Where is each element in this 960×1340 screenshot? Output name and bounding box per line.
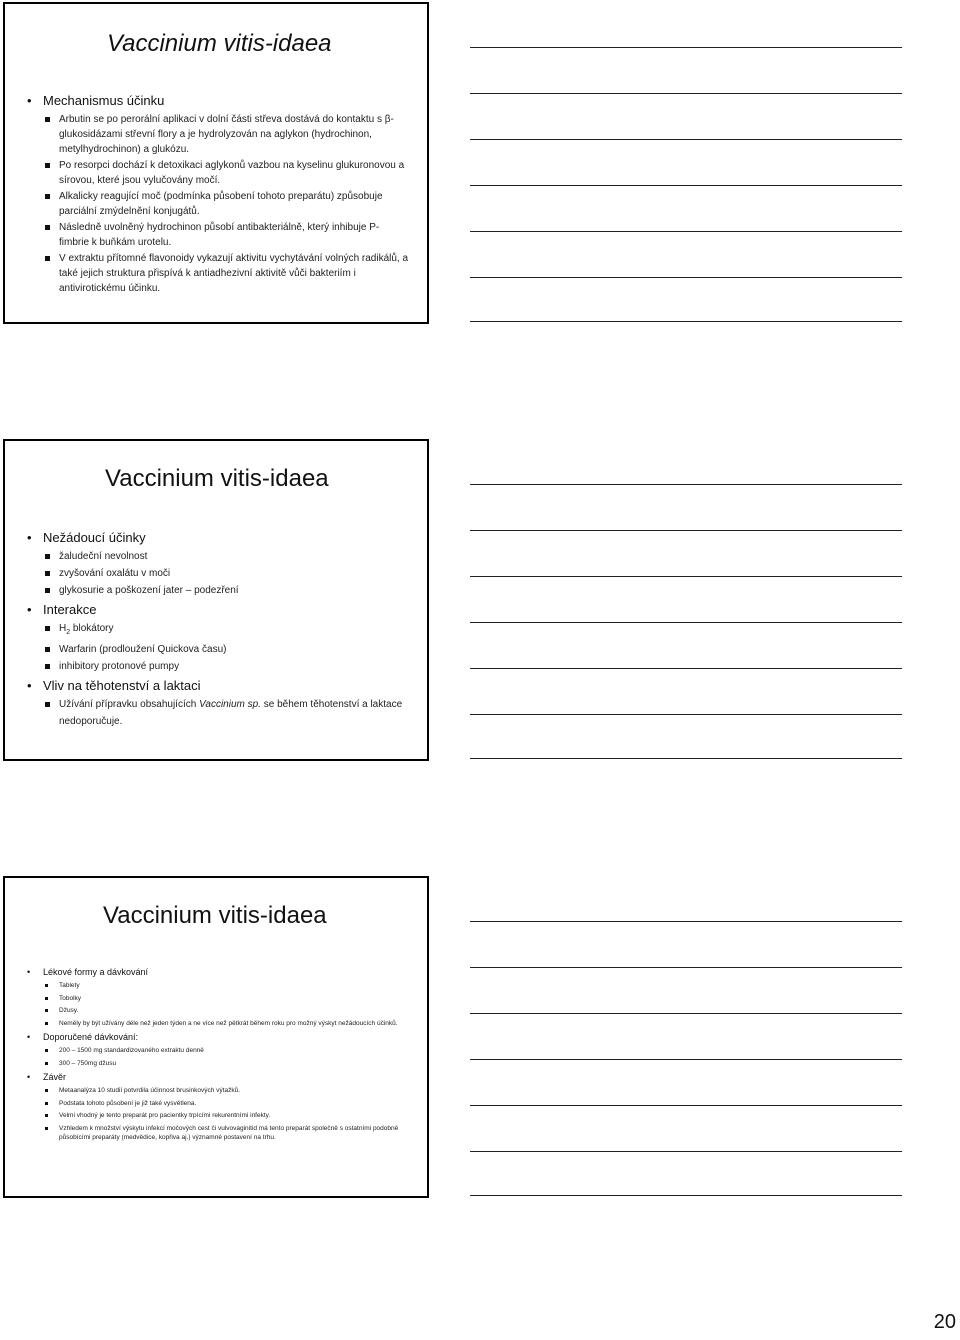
- note-line: [470, 1195, 902, 1196]
- list-item: Podstata tohoto působení je již také vysvětlena.: [43, 1099, 409, 1109]
- item-italic: Vaccinium sp.: [199, 699, 261, 710]
- note-line: [470, 668, 902, 669]
- list-item: Vzhledem k množství výskytu infekcí močových cest či vulvovaginitid má tento preparát společně s ostatními podobně působícími preparáty (medvědice, kopřiva aj.) významné postavení na trhu.: [43, 1124, 409, 1143]
- section-heading: • Lékové formy a dávkování: [27, 966, 409, 978]
- section-heading: • Vliv na těhotenství a laktaci: [27, 677, 409, 694]
- list-item: [43, 696, 409, 730]
- note-line: [470, 1013, 902, 1014]
- note-line: [470, 231, 902, 232]
- note-line: [470, 530, 902, 531]
- section-heading: • Závěr: [27, 1071, 409, 1083]
- note-line: [470, 93, 902, 94]
- list-item: glykosurie a poškození jater – podezření: [43, 582, 409, 599]
- item-prefix: Užívání přípravku obsahujících: [59, 699, 200, 710]
- h2-text: H: [59, 623, 67, 634]
- slide-title: Vaccinium vitis-idaea: [107, 30, 332, 57]
- note-line: [470, 758, 902, 759]
- section-heading: • Doporučené dávkování:: [27, 1031, 409, 1043]
- list-item: V extraktu přítomné flavonoidy vykazují aktivitu vychytávání volných radikálů, a také jejich struktura přispívá k antiadhezivní aktivitě vůči bakteriím i antivirotickému účinku.: [43, 251, 409, 296]
- list-item: Metaanalýza 10 studií potvrdila účinnost brusinkových výtažků.: [43, 1086, 409, 1096]
- item-suffix: se během těhotenství a laktace nedoporučuje.: [59, 699, 403, 727]
- list-item: Warfarin (prodloužení Quickova času): [43, 641, 409, 658]
- list-item: [43, 620, 409, 641]
- list-item: 300 – 750mg džusu: [43, 1059, 409, 1069]
- list-item: Velmi vhodný je tento preparát pro pacientky trpícími rekurentními infekty.: [43, 1111, 409, 1121]
- note-line: [470, 921, 902, 922]
- list-item: Tablety: [43, 981, 409, 991]
- list-item: Tobolky: [43, 994, 409, 1004]
- note-line: [470, 139, 902, 140]
- list-item: Džusy.: [43, 1006, 409, 1016]
- section-heading: • Interakce: [27, 601, 409, 618]
- list-item: inhibitory protonové pumpy: [43, 658, 409, 675]
- list-item: Alkalicky reagující moč (podmínka působení tohoto preparátu) způsobuje parciální zmýdelnění konjugátů.: [43, 189, 409, 219]
- h2-suffix: blokátory: [70, 623, 114, 634]
- list-item: Arbutin se po perorální aplikaci v dolní části střeva dostává do kontaktu s β-glukosidázami střevní flory a je hydrolyzován na aglykon (hydrochinon, metylhydrochinon) a glukózu.: [43, 112, 409, 157]
- slide-content: [27, 527, 409, 730]
- slide-3: [3, 876, 429, 1198]
- list-item: žaludeční nevolnost: [43, 548, 409, 565]
- slide-title: Vaccinium vitis-idaea: [105, 465, 329, 492]
- list-item: Po resorpci dochází k detoxikaci aglykonů vazbou na kyselinu glukuronovou a sírovou, které jsou vylučovány močí.: [43, 158, 409, 188]
- note-line: [470, 576, 902, 577]
- note-line: [470, 484, 902, 485]
- list-item: 200 – 1500 mg standardizovaného extraktu denně: [43, 1046, 409, 1056]
- list-item: zvyšování oxalátu v moči: [43, 565, 409, 582]
- h2-subscript: 2: [66, 629, 71, 636]
- list-item: Následně uvolněný hydrochinon působí antibakteriálně, který inhibuje P-fimbrie k buňkám urotelu.: [43, 220, 409, 250]
- slide-title: Vaccinium vitis-idaea: [103, 902, 327, 929]
- slide-content: [27, 964, 409, 1146]
- note-line: [470, 714, 902, 715]
- note-line: [470, 1105, 902, 1106]
- note-line: [470, 277, 902, 278]
- slide-1: [3, 2, 429, 324]
- section-heading: • Mechanismus účinku: [27, 92, 409, 109]
- note-line: [470, 1151, 902, 1152]
- note-line: [470, 1059, 902, 1060]
- list-item: Neměly by být užívány déle než jeden týden a ne více než pětkrát během roku pro možný výskyt nežádoucích účinků.: [43, 1019, 409, 1029]
- note-line: [470, 185, 902, 186]
- note-line: [470, 321, 902, 322]
- slide-2: [3, 439, 429, 761]
- slide-content: [27, 92, 409, 297]
- note-line: [470, 967, 902, 968]
- section-heading: • Nežádoucí účinky: [27, 529, 409, 546]
- note-line: [470, 47, 902, 48]
- page-number: 20: [933, 1311, 956, 1333]
- note-line: [470, 622, 902, 623]
